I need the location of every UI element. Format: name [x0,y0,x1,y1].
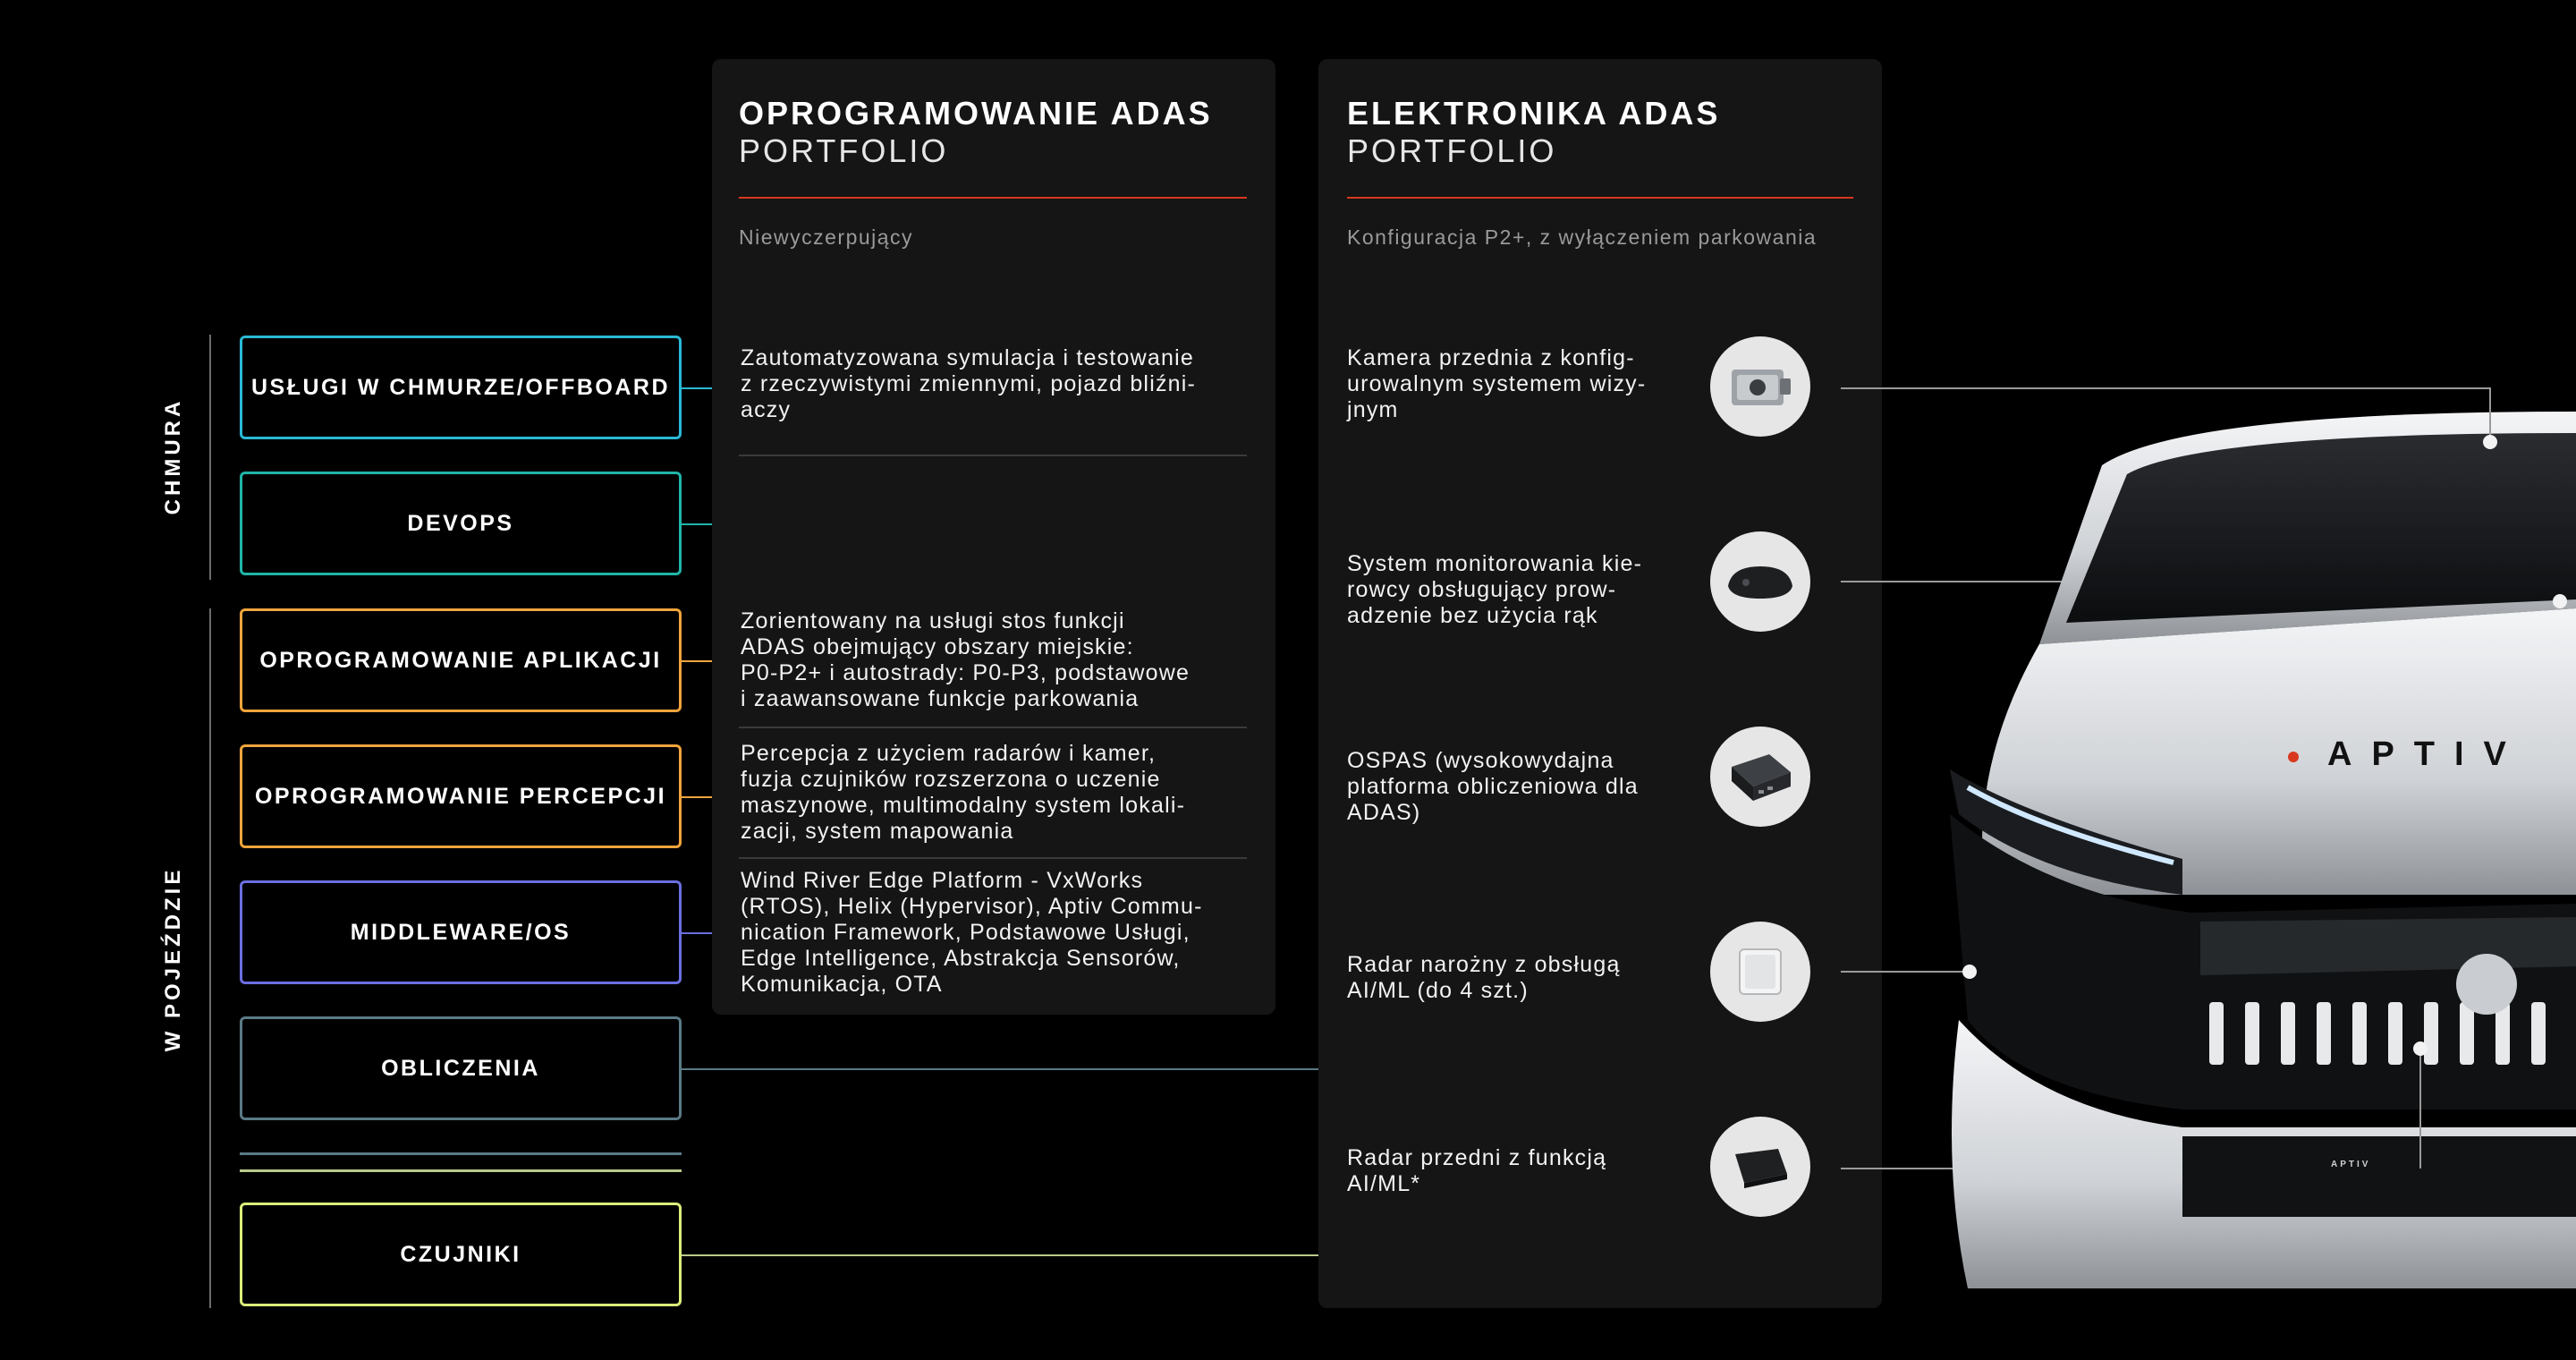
front-camera-icon [1724,357,1796,416]
software-item-application-stack [741,608,1190,712]
driver-monitor-thumbnail[interactable] [1710,531,1810,632]
electronics-item-line: Radar przedni z funkcją [1347,1145,1607,1170]
front-radar-icon [1724,1138,1796,1195]
driver-monitor-icon [1723,559,1798,604]
electronics-item-line: jnym [1347,397,1399,422]
software-item-line: P0-P2+ i autostrady: P0-P3, podstawowe [741,660,1191,685]
software-item-middleware [741,868,1203,998]
layer-middleware-os[interactable]: MIDDLEWARE/OS [240,880,682,984]
electronics-item-corner-radar [1347,952,1621,1004]
layer-devops[interactable]: DEVOPS [240,472,682,575]
front-camera-leader-drop [2489,387,2491,441]
software-item-line: ADAS obejmujący obszary miejskie: [741,634,1134,659]
connector-compute [682,1068,1318,1070]
software-item-line: i zaawansowane funkcje parkowania [741,686,1140,711]
layer-perception-software[interactable]: OPROGRAMOWANIE PERCEPCJI [240,744,682,848]
software-title-rule [739,197,1247,199]
electronics-item-line: Kamera przednia z konfig- [1347,345,1635,370]
software-divider-1 [739,455,1247,456]
corner-radar-thumbnail[interactable] [1710,922,1810,1022]
software-panel-subtitle: Niewyczerpujący [739,225,914,249]
front-radar-marker [2413,1041,2428,1056]
electronics-item-line: rowcy obsługujący prow- [1347,577,1617,602]
compute-unit-thumbnail[interactable] [1710,727,1810,827]
corner-radar-icon [1729,940,1792,1003]
software-title-light: PORTFOLIO [739,132,949,169]
connector-sensors [682,1254,1318,1256]
electronics-item-line: System monitorowania kie- [1347,551,1643,576]
software-item-simulation [741,345,1196,423]
electronics-item-line: adzenie bez użycia rąk [1347,603,1598,628]
electronics-panel-subtitle: Konfiguracja P2+, z wyłączeniem parkowania [1347,225,1818,249]
electronics-panel-title [1347,95,1720,170]
electronics-title-light: PORTFOLIO [1347,132,1557,169]
software-item-line: aczy [741,397,792,422]
software-divider-3 [739,857,1247,859]
software-item-perception [741,741,1185,845]
front-camera-leader-line [1841,387,2490,389]
software-item-line: Wind River Edge Platform - VxWorks [741,868,1144,893]
electronics-item-line: AI/ML (do 4 szt.) [1347,978,1529,1003]
software-item-line: Zorientowany na usługi stos funkcji [741,608,1125,633]
electronics-item-ospas [1347,748,1639,826]
compute-unit-icon [1723,745,1798,808]
electronics-item-line: OSPAS (wysokowydajna [1347,748,1614,773]
software-item-line: maszynowe, multimodalny system lokali- [741,793,1186,818]
software-item-line: Zautomatyzowana symulacja i testowanie [741,345,1194,370]
separator-line-1 [240,1152,682,1155]
software-item-line: Komunikacja, OTA [741,972,943,997]
software-item-line: Percepcja z użyciem radarów i kamer, [741,741,1157,766]
vehicle-group-line [209,608,211,1308]
electronics-item-front-radar [1347,1145,1606,1197]
car-front-illustration [1914,394,2576,1288]
electronics-item-driver-monitoring [1347,551,1642,629]
electronics-item-front-camera [1347,345,1646,423]
software-item-line: zacji, system mapowania [741,819,1014,844]
cloud-group-label: CHMURA [161,397,185,515]
electronics-item-line: Radar narożny z obsługą [1347,952,1621,977]
layer-compute[interactable]: OBLICZENIA [240,1016,682,1120]
software-item-line: Edge Intelligence, Abstrakcja Sensorów, [741,946,1181,971]
software-item-line: z rzeczywistymi zmiennymi, pojazd bliźni- [741,371,1197,396]
software-title-bold: OPROGRAMOWANIE ADAS [739,95,1213,132]
vehicle-group-label: W POJEŹDZIE [161,866,185,1052]
software-panel-title [739,95,1213,170]
layer-cloud-offboard[interactable]: USŁUGI W CHMURZE/OFFBOARD [240,336,682,439]
cloud-group-line [209,335,211,580]
connector-application [682,660,712,662]
connector-cloud [682,387,712,389]
connector-perception [682,796,712,798]
layer-application-software[interactable]: OPROGRAMOWANIE APLIKACJI [240,608,682,712]
front-radar-leader-rise [2419,1049,2421,1169]
electronics-item-line: ADAS) [1347,800,1421,825]
software-divider-2 [739,727,1247,728]
driver-monitor-marker [2553,594,2567,608]
front-radar-thumbnail[interactable] [1710,1117,1810,1217]
software-item-line: nication Framework, Podstawowe Usługi, [741,920,1191,945]
software-item-line: (RTOS), Helix (Hypervisor), Aptiv Commu- [741,894,1203,919]
electronics-item-line: urowalnym systemem wizy- [1347,371,1647,396]
connector-devops [682,523,712,525]
corner-radar-marker [1962,965,1977,979]
electronics-item-line: AI/ML* [1347,1171,1421,1196]
front-camera-marker [2483,435,2497,449]
separator-line-2 [240,1169,682,1172]
electronics-title-bold: ELEKTRONIKA ADAS [1347,95,1721,132]
connector-middleware [682,932,712,934]
software-item-line: fuzja czujników rozszerzona o uczenie [741,767,1161,792]
car-plate-text: APTIV [2331,1160,2371,1169]
layer-sensors[interactable]: CZUJNIKI [240,1203,682,1306]
car-brand-text: APTIV [2327,735,2526,773]
electronics-item-line: platforma obliczeniowa dla [1347,774,1639,799]
electronics-title-rule [1347,197,1853,199]
front-camera-thumbnail[interactable] [1710,336,1810,437]
